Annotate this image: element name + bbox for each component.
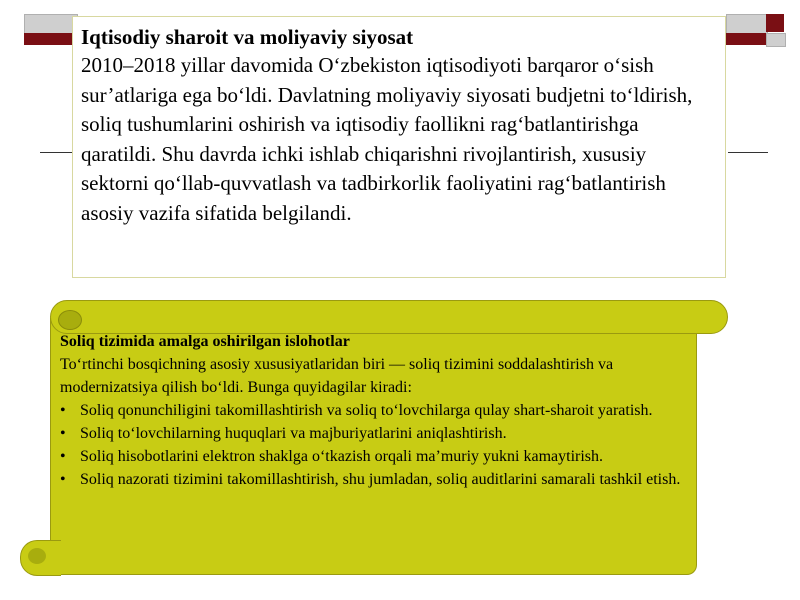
section-title: Iqtisodiy sharoit va moliyaviy siyosat bbox=[81, 25, 414, 49]
scroll-content bbox=[60, 330, 690, 491]
bullet-icon: • bbox=[60, 402, 66, 419]
list-item bbox=[60, 422, 690, 445]
scroll-intro: To‘rtinchi bosqichning asosiy xususiyatlaridan biri — soliq tizimini soddalashtirish va modernizatsiya qilish bo‘ldi. Bunga quyidagilar kiradi: bbox=[60, 356, 614, 396]
list-item bbox=[60, 399, 690, 422]
list-item-text: Soliq hisobotlarini elektron shaklga o‘tkazish orqali ma’muriy yukni kamaytirish. bbox=[80, 448, 604, 465]
list-item-text: Soliq qonunchiligini takomillashtirish va soliq to‘lovchilarga qulay shart-sharoit yaratish. bbox=[80, 402, 653, 419]
reform-list bbox=[60, 399, 690, 491]
list-item bbox=[60, 445, 690, 468]
list-item-text: Soliq to‘lovchilarning huquqlari va majburiyatlarini aniqlashtirish. bbox=[80, 425, 507, 442]
section-body: 2010–2018 yillar davomida O‘zbekiston iqtisodiyoti barqaror o‘sish sur’atlariga ega bo‘ldi. Davlatning moliyaviy siyosati budjetni to‘ldirish, soliq tushumlarini oshirish va iqtisodiy faollikni rag‘batlantirishga qaratildi. Shu davrda ichki ishlab chiqarishni rivojlantirish, xususiy sektorni qo‘llab-quvvatlash va tadbirkorlik faoliyatini rag‘batlantirish asosiy vazifa sifatida belgilandi. bbox=[81, 53, 693, 225]
list-item-text: Soliq nazorati tizimini takomillashtirish, shu jumladan, soliq auditlarini samarali tashkil etish. bbox=[80, 471, 681, 488]
list-item bbox=[60, 468, 690, 491]
scroll-curl-bottom-icon bbox=[28, 548, 46, 564]
bullet-icon: • bbox=[60, 448, 66, 465]
bullet-icon: • bbox=[60, 471, 66, 488]
scroll-curl-top-icon bbox=[58, 310, 82, 330]
scroll-heading: Soliq tizimida amalga oshirilgan islohotlar bbox=[60, 333, 350, 350]
scroll-top-roll bbox=[50, 300, 728, 334]
bullet-icon: • bbox=[60, 425, 66, 442]
